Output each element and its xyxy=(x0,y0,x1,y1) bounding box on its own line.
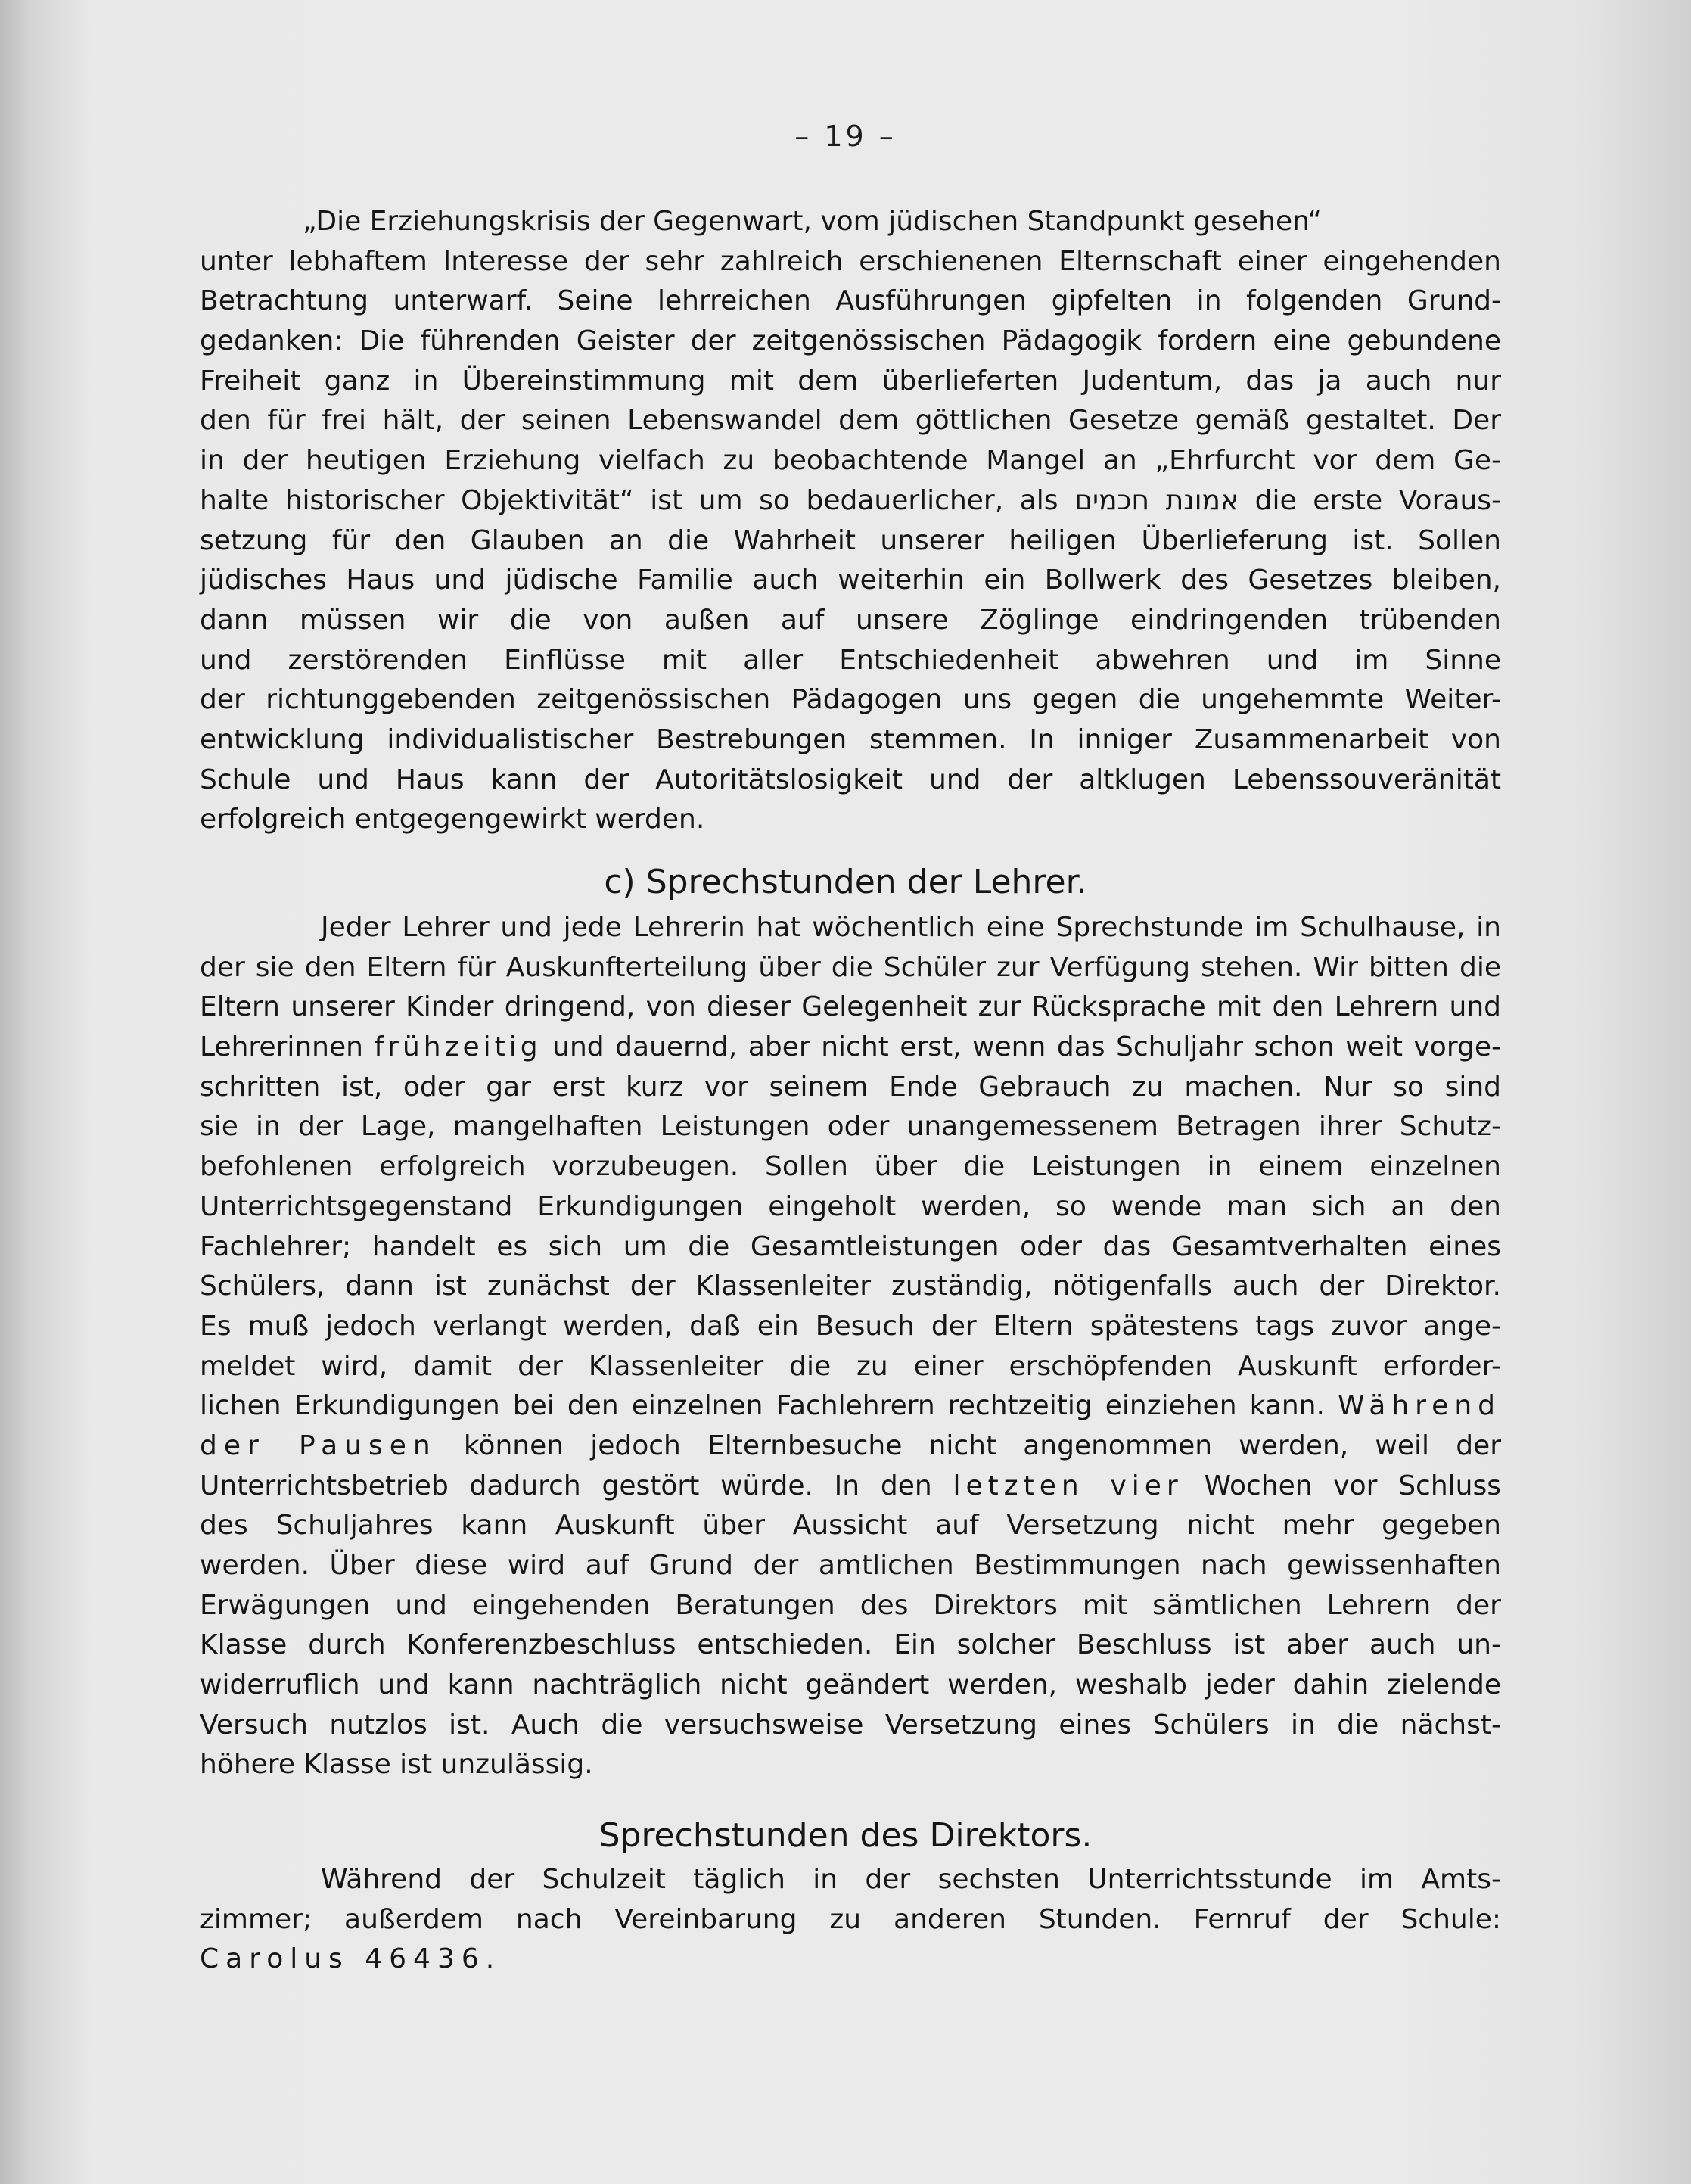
text-line: Erwägungen und eingehenden Beratungen des Direktors mit sämtlichen Lehrern der xyxy=(200,1589,1501,1621)
spaced-emphasis: letzten vier xyxy=(953,1470,1183,1501)
text-line: Fachlehrer; handelt es sich um die Gesamtleistungen oder das Gesamtverhalten eines xyxy=(200,1230,1501,1262)
text-line: Eltern unserer Kinder dringend, von dieser Gelegenheit zur Rücksprache mit den Lehrern und xyxy=(200,991,1501,1023)
text-line-with-hebrew xyxy=(200,481,1501,521)
text-line: widerruflich und kann nachträglich nicht geändert werden, weshalb jeder dahin zielende xyxy=(200,1669,1501,1701)
text-line: „Die Erziehungskrisis der Gegenwart, vom jüdischen Standpunkt gesehen“ xyxy=(303,206,1322,237)
text-line: Betrachtung unterwarf. Seine lehrreichen Ausführungen gipfelten in folgenden Grund- xyxy=(200,285,1501,317)
spaced-emphasis: Während xyxy=(1338,1390,1501,1422)
text-line: Es muß jedoch verlangt werden, daß ein Besuch der Eltern spätestens tags zuvor ange- xyxy=(200,1310,1501,1342)
text-line-with-spaced-word xyxy=(200,1467,1501,1507)
text-line: setzung für den Glauben an die Wahrheit unserer heiligen Überlieferung ist. Sollen xyxy=(200,524,1501,556)
paragraph-erziehungskrisis xyxy=(200,202,1501,840)
text-segment: können jedoch Elternbesuche nicht angenommen werden, weil der xyxy=(463,1430,1501,1461)
text-line: gedanken: Die führenden Geister der zeitgenössischen Pädagogik fordern eine gebundene xyxy=(200,325,1501,357)
text-line: dann müssen wir die von außen auf unsere Zöglinge eindringenden trübenden xyxy=(200,604,1501,636)
text-line: Schülers, dann ist zunächst der Klassenleiter zuständig, nötigenfalls auch der Direktor. xyxy=(200,1271,1501,1302)
spaced-emphasis: der Pausen xyxy=(200,1430,437,1461)
text-segment: die erste Voraus- xyxy=(1254,484,1502,516)
text-line: meldet wird, damit der Klassenleiter die zu einer erschöpfenden Auskunft erforder- xyxy=(200,1350,1501,1382)
text-segment: halte historischer Objektivität“ ist um so bedauerlicher, als xyxy=(200,484,1058,516)
text-line-with-spaced-word xyxy=(200,1386,1501,1426)
text-line: Freiheit ganz in Übereinstimmung mit dem überlieferten Judentum, das ja auch nur xyxy=(200,365,1501,397)
text-segment: Unterrichtsbetrieb dadurch gestört würde. In den xyxy=(200,1470,932,1501)
text-segment: lichen Erkundigungen bei den einzelnen Fachlehrern rechtzeitig einziehen kann. xyxy=(200,1390,1325,1422)
page-number: – 19 – xyxy=(794,120,897,153)
text-line: erfolgreich entgegengewirkt werden. xyxy=(200,804,705,835)
text-line: sie in der Lage, mangelhaften Leistungen oder unangemessenem Betragen ihrer Schutz- xyxy=(200,1111,1501,1143)
text-line: höhere Klasse ist unzulässig. xyxy=(200,1749,593,1781)
text-line: der sie den Eltern für Auskunfterteilung über die Schüler zur Verfügung stehen. Wir bitten die xyxy=(200,951,1501,983)
text-line: Während der Schulzeit täglich in der sechsten Unterrichtsstunde im Amts- xyxy=(321,1864,1501,1895)
text-line: Schule und Haus kann der Autoritätslosigkeit und der altklugen Lebenssouveränität xyxy=(200,764,1501,795)
hebrew-phrase: אמונת חכמים xyxy=(1074,484,1239,516)
text-line: werden. Über diese wird auf Grund der amtlichen Bestimmungen nach gewissenhaften xyxy=(200,1550,1501,1581)
text-line: der richtunggebenden zeitgenössischen Pädagogen uns gegen die ungehemmte Weiter- xyxy=(200,684,1501,716)
text-segment: und dauernd, aber nicht erst, wenn das Schuljahr schon weit vorge- xyxy=(552,1031,1501,1063)
text-line: entwicklung individualistischer Bestrebungen stemmen. In inniger Zusammenarbeit von xyxy=(200,723,1501,755)
heading-sprechstunden-lehrer: c) Sprechstunden der Lehrer. xyxy=(604,863,1087,901)
text-line: Klasse durch Konferenzbeschluss entschieden. Ein solcher Beschluss ist aber auch un- xyxy=(200,1629,1501,1661)
phone-number: Carolus 46436. xyxy=(200,1943,502,1975)
paragraph-sprechstunden-lehrer xyxy=(200,908,1501,1785)
text-line: in der heutigen Erziehung vielfach zu beobachtende Mangel an „Ehrfurcht vor dem Ge- xyxy=(200,445,1501,477)
text-line-with-spaced-word xyxy=(200,1028,1501,1068)
text-line: Unterrichtsgegenstand Erkundigungen eingeholt werden, so wende man sich an den xyxy=(200,1190,1501,1222)
text-line: den für frei hält, der seinen Lebenswandel dem göttlichen Gesetze gemäß gestaltet. Der xyxy=(200,405,1501,437)
text-line: und zerstörenden Einflüsse mit aller Entschiedenheit abwehren und im Sinne xyxy=(200,644,1501,676)
text-line: Jeder Lehrer und jede Lehrerin hat wöchentlich eine Sprechstunde im Schulhause, in xyxy=(321,912,1501,943)
text-line: des Schuljahres kann Auskunft über Aussicht auf Versetzung nicht mehr gegeben xyxy=(200,1510,1501,1542)
text-line: jüdisches Haus und jüdische Familie auch weiterhin ein Bollwerk des Gesetzes bleiben, xyxy=(200,565,1501,596)
spaced-emphasis: frühzeitig xyxy=(374,1031,542,1063)
text-line: zimmer; außerdem nach Vereinbarung zu anderen Stunden. Fernruf der Schule: xyxy=(200,1903,1501,1935)
text-segment: Lehrerinnen xyxy=(200,1031,363,1063)
text-line-with-spaced-word xyxy=(200,1426,1501,1467)
heading-sprechstunden-direktor: Sprechstunden des Direktors. xyxy=(598,1816,1093,1855)
text-line: schritten ist, oder gar erst kurz vor seinem Ende Gebrauch zu machen. Nur so sind xyxy=(200,1071,1501,1103)
text-segment: Wochen vor Schluss xyxy=(1204,1470,1501,1501)
paragraph-sprechstunden-direktor xyxy=(200,1860,1501,1980)
text-line: Versuch nutzlos ist. Auch die versuchsweise Versetzung eines Schülers in die nächst- xyxy=(200,1709,1501,1741)
text-line: befohlenen erfolgreich vorzubeugen. Sollen über die Leistungen in einem einzelnen xyxy=(200,1151,1501,1183)
text-line: unter lebhaftem Interesse der sehr zahlreich erschienenen Elternschaft einer eingehenden xyxy=(200,245,1501,277)
